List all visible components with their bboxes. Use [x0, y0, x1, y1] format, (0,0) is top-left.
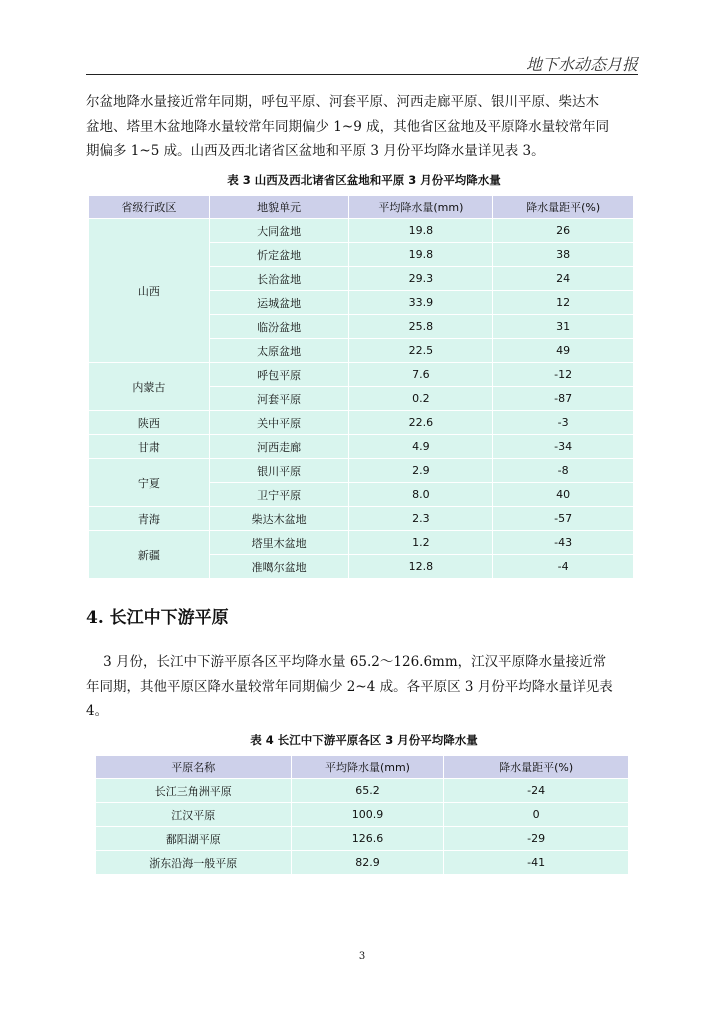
landform-unit-cell: 河套平原 — [209, 387, 349, 411]
landform-unit-cell: 长治盆地 — [209, 267, 349, 291]
plain-name-cell: 江汉平原 — [96, 803, 292, 827]
landform-unit-cell: 太原盆地 — [209, 339, 349, 363]
precipitation-anomaly-cell: -29 — [444, 827, 629, 851]
table-row — [89, 435, 634, 459]
paragraph-line: 盆地、塔里木盆地降水量较常年同期偏少 1~9 成，其他省区盆地及平原降水量较常年同 — [86, 118, 610, 135]
avg-precipitation-cell: 7.6 — [349, 363, 493, 387]
avg-precipitation-cell: 33.9 — [349, 291, 493, 315]
avg-precipitation-cell: 19.8 — [349, 219, 493, 243]
precipitation-anomaly-cell: -8 — [493, 459, 634, 483]
table-row — [96, 827, 629, 851]
avg-precipitation-cell: 2.3 — [349, 507, 493, 531]
table-row — [89, 507, 634, 531]
plain-name-cell: 浙东沿海一般平原 — [96, 851, 292, 875]
precipitation-anomaly-cell: 0 — [444, 803, 629, 827]
avg-precipitation-cell: 2.9 — [349, 459, 493, 483]
paragraph-line: 3 月份，长江中下游平原各区平均降水量 65.2～126.6mm，江汉平原降水量接近常 — [86, 654, 607, 670]
paragraph-yangtze-summary — [86, 650, 642, 724]
precipitation-anomaly-cell: -34 — [493, 435, 634, 459]
precipitation-anomaly-cell: -4 — [493, 555, 634, 579]
table-row — [89, 363, 634, 387]
precipitation-anomaly-cell: 31 — [493, 315, 634, 339]
avg-precipitation-cell: 8.0 — [349, 483, 493, 507]
table-row — [89, 531, 634, 555]
avg-precipitation-cell: 1.2 — [349, 531, 493, 555]
avg-precipitation-cell: 65.2 — [291, 779, 444, 803]
table3-northwest-precipitation — [88, 195, 634, 579]
landform-unit-cell: 关中平原 — [209, 411, 349, 435]
table-row — [96, 779, 629, 803]
table-row — [89, 411, 634, 435]
section-heading: 4. 长江中下游平原 — [86, 608, 229, 628]
avg-precipitation-cell: 100.9 — [291, 803, 444, 827]
province-cell: 甘肃 — [89, 435, 210, 459]
landform-unit-cell: 塔里木盆地 — [209, 531, 349, 555]
avg-precipitation-cell: 19.8 — [349, 243, 493, 267]
table-row — [89, 219, 634, 243]
paragraph-line: 尔盆地降水量接近常年同期，呼包平原、河套平原、河西走廊平原、银川平原、柴达木 — [86, 94, 599, 110]
paragraph-line: 4。 — [86, 703, 109, 719]
province-cell: 山西 — [89, 219, 210, 363]
table3-body — [89, 219, 634, 579]
paragraph-line: 年同期，其他平原区降水量较常年同期偏少 2~4 成。各平原区 3 月份平均降水量详见表 — [86, 678, 613, 695]
landform-unit-cell: 忻定盆地 — [209, 243, 349, 267]
table4-body — [96, 779, 629, 875]
precipitation-anomaly-cell: 38 — [493, 243, 634, 267]
avg-precipitation-cell: 12.8 — [349, 555, 493, 579]
avg-precipitation-cell: 29.3 — [349, 267, 493, 291]
precipitation-anomaly-cell: -41 — [444, 851, 629, 875]
avg-precipitation-cell: 22.5 — [349, 339, 493, 363]
table4-yangtze-precipitation — [95, 755, 629, 875]
avg-precipitation-cell: 25.8 — [349, 315, 493, 339]
header-plain-name: 平原名称 — [96, 756, 292, 779]
paragraph-line: 期偏多 1~5 成。山西及西北诸省区盆地和平原 3 月份平均降水量详见表 3。 — [86, 143, 545, 159]
avg-precipitation-cell: 126.6 — [291, 827, 444, 851]
table-header-row — [96, 756, 629, 779]
precipitation-anomaly-cell: -87 — [493, 387, 634, 411]
landform-unit-cell: 准噶尔盆地 — [209, 555, 349, 579]
precipitation-anomaly-cell: -57 — [493, 507, 634, 531]
table3-caption: 表 3 山西及西北诸省区盆地和平原 3 月份平均降水量 — [227, 173, 501, 187]
table4-caption: 表 4 长江中下游平原各区 3 月份平均降水量 — [250, 733, 478, 747]
avg-precipitation-cell: 0.2 — [349, 387, 493, 411]
header-province: 省级行政区 — [89, 196, 210, 219]
table-row — [89, 459, 634, 483]
province-cell: 新疆 — [89, 531, 210, 579]
header-avg-precipitation: 平均降水量(mm) — [291, 756, 444, 779]
table-row — [96, 851, 629, 875]
header-precipitation-anomaly: 降水量距平(%) — [493, 196, 634, 219]
province-cell: 宁夏 — [89, 459, 210, 507]
precipitation-anomaly-cell: -3 — [493, 411, 634, 435]
precipitation-anomaly-cell: 40 — [493, 483, 634, 507]
plain-name-cell: 长江三角洲平原 — [96, 779, 292, 803]
landform-unit-cell: 银川平原 — [209, 459, 349, 483]
province-cell: 内蒙古 — [89, 363, 210, 411]
avg-precipitation-cell: 22.6 — [349, 411, 493, 435]
page-number: 3 — [358, 951, 366, 962]
header-avg-precipitation: 平均降水量(mm) — [349, 196, 493, 219]
province-cell: 青海 — [89, 507, 210, 531]
avg-precipitation-cell: 4.9 — [349, 435, 493, 459]
precipitation-anomaly-cell: 12 — [493, 291, 634, 315]
precipitation-anomaly-cell: -12 — [493, 363, 634, 387]
landform-unit-cell: 河西走廊 — [209, 435, 349, 459]
precipitation-anomaly-cell: 49 — [493, 339, 634, 363]
landform-unit-cell: 大同盆地 — [209, 219, 349, 243]
precipitation-anomaly-cell: 26 — [493, 219, 634, 243]
province-cell: 陕西 — [89, 411, 210, 435]
avg-precipitation-cell: 82.9 — [291, 851, 444, 875]
landform-unit-cell: 柴达木盆地 — [209, 507, 349, 531]
header-precipitation-anomaly: 降水量距平(%) — [444, 756, 629, 779]
plain-name-cell: 鄱阳湖平原 — [96, 827, 292, 851]
landform-unit-cell: 呼包平原 — [209, 363, 349, 387]
report-header-title: 地下水动态月报 — [525, 55, 638, 74]
landform-unit-cell: 卫宁平原 — [209, 483, 349, 507]
landform-unit-cell: 运城盆地 — [209, 291, 349, 315]
header-landform-unit: 地貌单元 — [209, 196, 349, 219]
header-divider — [86, 74, 638, 75]
landform-unit-cell: 临汾盆地 — [209, 315, 349, 339]
table-header-row — [89, 196, 634, 219]
table-row — [96, 803, 629, 827]
paragraph-precipitation-summary — [86, 90, 642, 164]
precipitation-anomaly-cell: -43 — [493, 531, 634, 555]
precipitation-anomaly-cell: 24 — [493, 267, 634, 291]
precipitation-anomaly-cell: -24 — [444, 779, 629, 803]
